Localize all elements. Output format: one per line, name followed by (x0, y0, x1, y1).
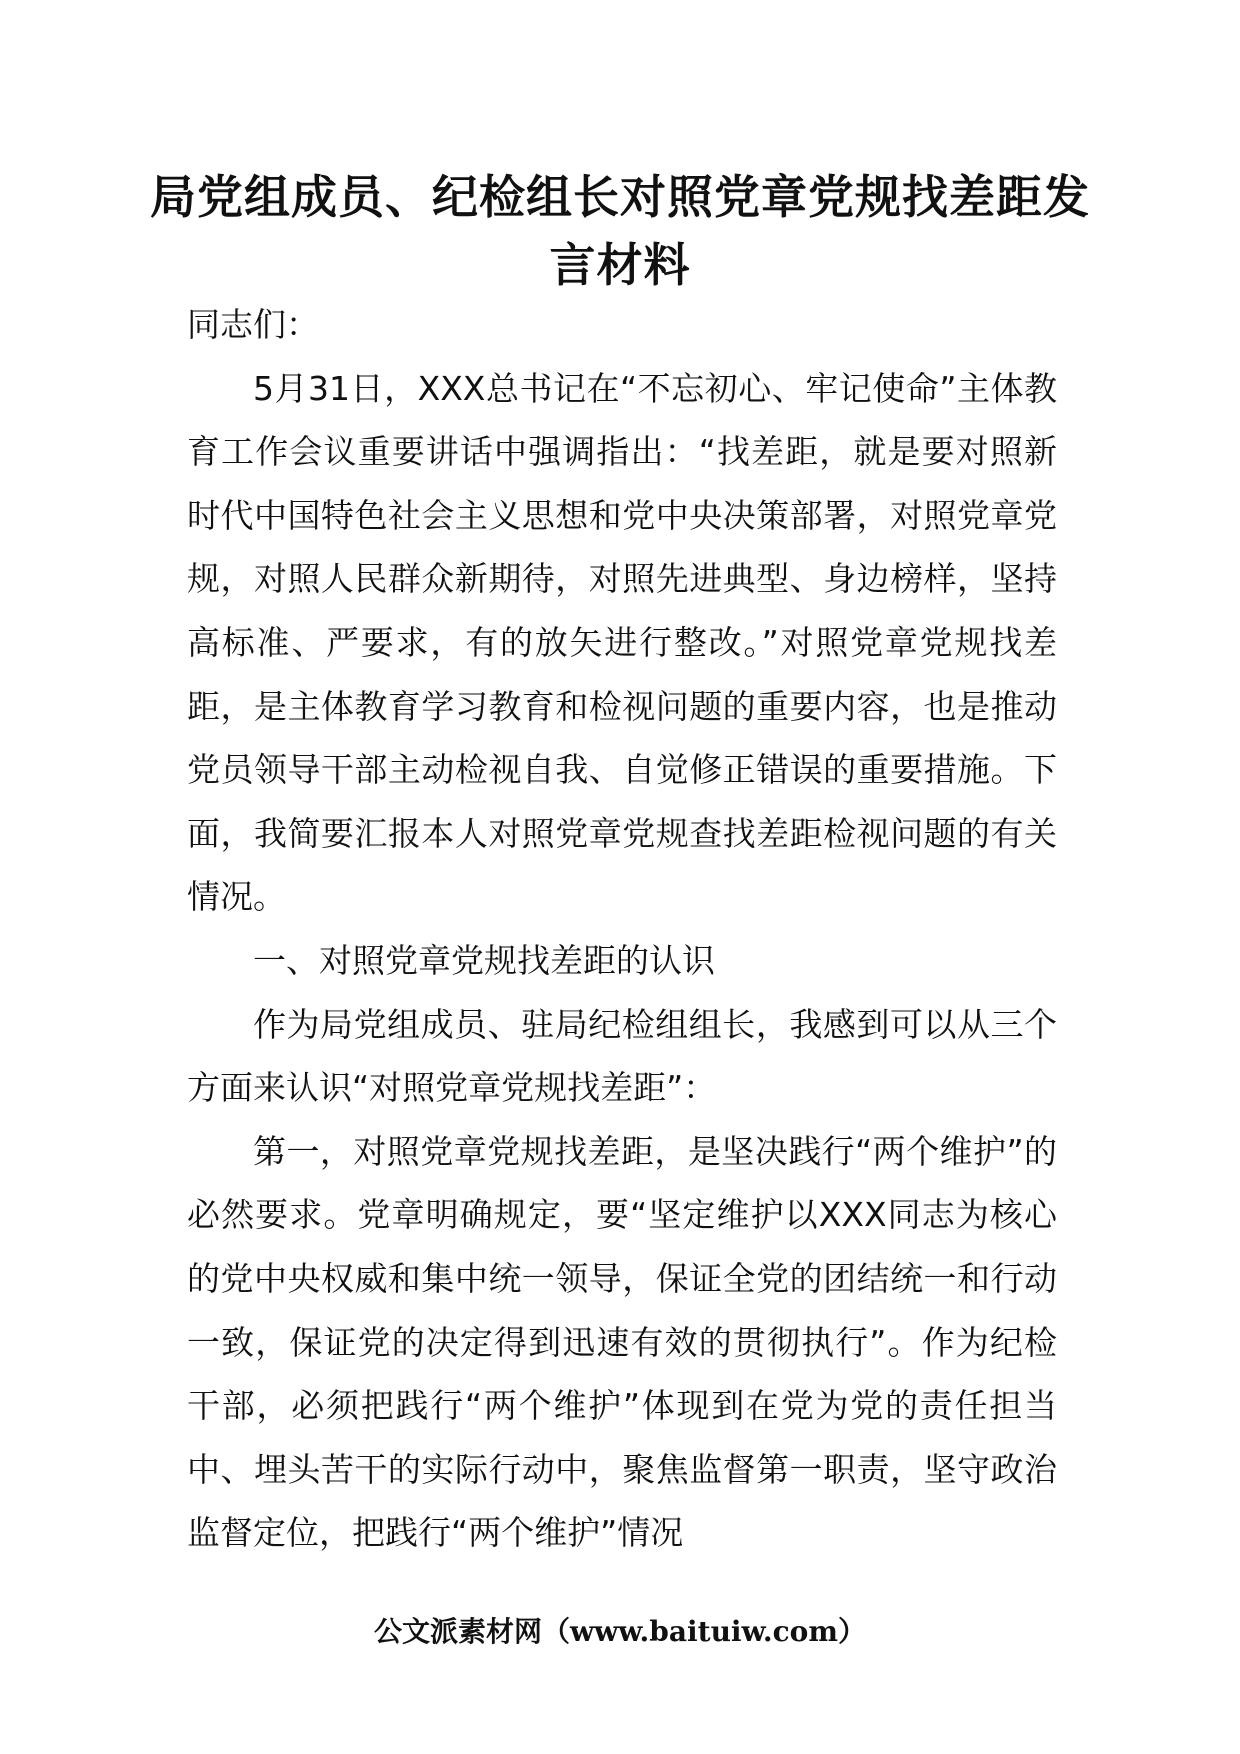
footer-source: 公文派素材网（www.baituiw.com） (374, 1615, 866, 1648)
paragraph-aspects: 作为局党组成员、驻局纪检组组长，我感到可以从三个方面来认识“对照党章党规找差距”： (187, 1004, 1057, 1108)
document-body (187, 293, 1057, 1565)
paragraph-first-point: 第一，对照党章党规找差距，是坚决践行“两个维护”的必然要求。党章明确规定，要“坚定维护以XXX同志为核心的党中央权威和集中统一领导，保证全党的团结统一和行动一致，保证党的决定得到迅速有效的贯彻执行”。作为纪检干部，必须把践行“两个维护”体现到在党为党的责任担当中、埋头苦干的实际行动中，聚焦监督第一职责，坚守政治监督定位，把践行“两个维护”情况 (187, 1131, 1057, 1553)
paragraph-intro: 5月31日，XXX总书记在“不忘初心、牢记使命”主体教育工作会议重要讲话中强调指出：“找差距，就是要对照新时代中国特色社会主义思想和党中央决策部署，对照党章党规，对照人民群众新期待，对照先进典型、身边榜样，坚持高标准、严要求，有的放矢进行整改。”对照党章党规找差距，是主体教育学习教育和检视问题的重要内容，也是推动党员领导干部主动检视自我、自觉修正错误的重要措施。下面，我简要汇报本人对照党章党规查找差距检视问题的有关情况。 (187, 368, 1057, 917)
salutation: 同志们： (187, 305, 319, 344)
section-heading: 一、对照党章党规找差距的认识 (253, 940, 715, 980)
document-title: 局党组成员、纪检组长对照党章党规找差距发言材料 (150, 170, 1090, 292)
